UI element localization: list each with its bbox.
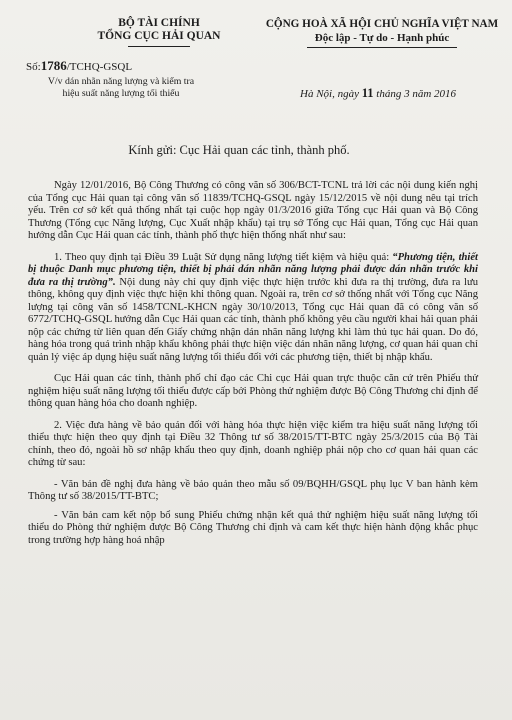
list-item-request-form: - Văn bản đề nghị đưa hàng về bảo quản theo mẫu số 09/BQHH/GSQL phụ lục V ban hành kèm Thông tư số 38/2015/TT-BTC; [28, 478, 478, 502]
agency-underline [128, 46, 190, 47]
paragraph-directive: Cục Hải quan các tỉnh, thành phố chỉ đạo các Chi cục Hải quan trực thuộc căn cứ trên Phiếu thử nghiệm hiệu suất năng lượng tối thiểu được cấp bởi Phòng thử nghiệm được Bộ Công Thương chỉ định để thông quan hàng hóa cho doanh nghiệp. [28, 373, 478, 409]
date-suffix: tháng 3 năm 2016 [376, 88, 457, 100]
date-day-handwritten: 11 [361, 86, 374, 100]
document-number [26, 58, 132, 74]
subject-line-1: V/v dán nhãn năng lượng và kiểm tra [47, 76, 195, 87]
document-header [20, 0, 498, 112]
doc-number-prefix: Số: [26, 61, 41, 73]
motto-underline [307, 47, 457, 48]
paragraph-section-1 [28, 252, 478, 365]
paragraph-section-2: 2. Việc đưa hàng về bảo quản đối với hàng hóa thực hiện việc kiểm tra hiệu suất năng lượng tối thiểu thực hiện theo quy định tại Điều 32 Thông tư số 38/2015/TT-BTC ngày 25/3/2015 của Bộ Tài chính, theo đó, ngoài hồ sơ nhập khẩu theo quy định, doanh nghiệp phải nộp cho cơ quan hải quan các chứng từ sau: [28, 419, 478, 468]
republic-name: CỘNG HOÀ XÃ HỘI CHỦ NGHĨA VIỆT NAM [265, 18, 499, 30]
issuing-agency [74, 17, 244, 47]
list-item-commitment: - Văn bản cam kết nộp bổ sung Phiếu chứng nhận kết quả thử nghiệm hiệu suất năng lượng tối thiểu do Phòng thử nghiệm được Bộ Công Thương chỉ định và cam kết thực hiện hành động khắc phục trong trường hợp hàng hoá nhập [28, 509, 478, 546]
document-body [28, 180, 478, 553]
department-name: TỔNG CỤC HẢI QUAN [97, 30, 221, 42]
place-and-date [300, 86, 456, 101]
ministry-name: BỘ TÀI CHÍNH [118, 17, 200, 29]
recipient-line: Kính gửi: Cục Hải quan các tỉnh, thành phố. [128, 143, 350, 157]
section-1-rest: Nội dung này chỉ quy định việc thực hiện trước khi đưa ra thị trường, đưa ra lưu thông, không quy định việc thực hiện khi thông quan. Ngoài ra, trên cơ sở thống nhất với Tổng cục Năng lượng tại công văn số 1458/TCNL-KHCN ngày 30/10/2013, Tổng cục Hải quan đã có công văn số 6772/TCHQ-GSQL hướng dẫn Cục Hải quan các tỉnh, thành phố không yêu cầu người khai hải quan phải nộp các chứng từ liên quan đến Giấy chứng nhận dán nhãn năng lượng khi làm thủ tục hải quan. Do đó, hàng hóa trong quá trình nhập khẩu không phải thực hiện việc dán nhãn năng lượng, cơ quan hải quan chỉ quản lý việc áp dụng hiệu suất năng lượng tối thiểu đối với các phương tiện, thiết bị nhập khẩu. [28, 276, 478, 363]
paragraph-intro: Ngày 12/01/2016, Bộ Công Thương có công văn số 306/BCT-TCNL trả lời các nội dung kiến nghị của Tổng cục Hải quan tại công văn số 11839/TCHQ-GSQL ngày 15/12/2015 về nội dung nêu tại trích yếu. Trên cơ sở kết quả thống nhất tại cuộc họp ngày 01/3/2016 giữa Tổng cục Hải quan và Bộ Công Thương (Tổng cục Năng lượng, Cục Xuất nhập khẩu) tại trụ sở Tổng cục Hải quan, Tổng cục Hải quan hướng dẫn Cục Hải quan các tỉnh, thành phố thực hiện thống nhất như sau: [28, 180, 478, 241]
doc-number-suffix: /TCHQ-GSQL [66, 61, 133, 73]
section-1-lead: 1. Theo quy định tại Điều 39 Luật Sử dụng năng lượng tiết kiệm và hiệu quả: [54, 251, 393, 263]
doc-number-handwritten: 1786 [40, 58, 67, 73]
date-prefix: Hà Nội, ngày [300, 88, 359, 100]
national-title [248, 18, 512, 48]
national-motto: Độc lập - Tự do - Hạnh phúc [314, 32, 450, 44]
law-quote: “Phương tiện, thiết bị thuộc Danh mục phương tiện, thiết bị phải dán nhãn năng lượng phải được dán nhãn trước khi đưa ra thị trường”. [28, 251, 478, 288]
subject-line-2: hiệu suất năng lượng tối thiểu [62, 88, 180, 99]
document-subject [26, 76, 216, 100]
